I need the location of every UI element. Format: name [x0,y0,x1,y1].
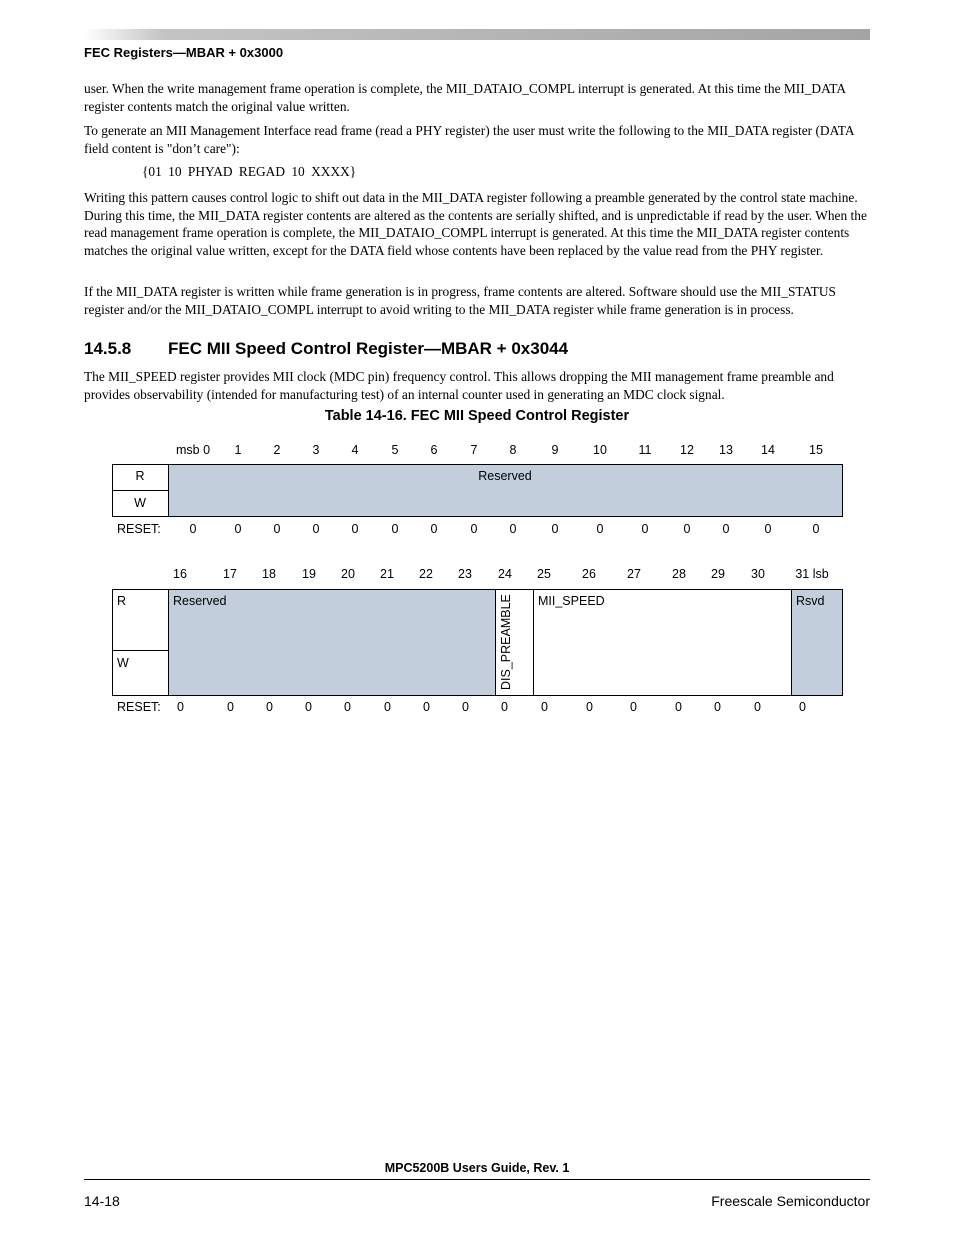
reset-value: 0 [641,522,649,536]
reset-value: 0 [714,700,721,714]
bit-number: 18 [262,567,276,581]
reset-value: 0 [470,522,478,536]
section-number: 14.5.8 [84,339,132,358]
lower-reserved-label: Reserved [173,594,227,608]
reset-value: 0 [551,522,559,536]
reset-value: 0 [675,700,682,714]
reset-value: 0 [722,522,730,536]
upper-write-label: W [134,496,146,510]
reset-value: 0 [423,700,430,714]
bit-number: 8 [509,443,517,457]
footer-company: Freescale Semiconductor [711,1193,870,1209]
dis-preamble-label: DIS_PREAMBLE [499,594,513,690]
bit-number: 30 [751,567,765,581]
reset-value: 0 [541,700,548,714]
reset-value: 0 [586,700,593,714]
code-pattern: {01 10 PHYAD REGAD 10 XXXX} [142,164,357,179]
paragraph-text: The MII_SPEED register provides MII clock (MDC pin) frequency control. This allows dropping the MII management frame preamble and provides observability (intended for manufacturing test) of an internal counter used in generating an MDC clock signal. [84,369,834,402]
upper-read-label: R [135,469,145,483]
running-title: FEC Registers—MBAR + 0x3000 [84,45,284,60]
footer-doc-title: MPC5200B Users Guide, Rev. 1 [384,1161,570,1175]
bit-number: 23 [458,567,472,581]
bit-number: 7 [470,443,478,457]
bit-number: 16 [173,567,187,581]
bit-number: 13 [719,443,733,457]
page-number: 14-18 [84,1193,120,1209]
reset-value: 0 [234,522,242,536]
bit-number: 27 [627,567,641,581]
table-caption: Table 14-16. FEC MII Speed Control Register [324,408,630,424]
bit-number: 24 [498,567,512,581]
reset-value: 0 [189,522,197,536]
bit-number: 26 [582,567,596,581]
bit-number: 4 [351,443,359,457]
reset-value: 0 [344,700,351,714]
reset-value: 0 [384,700,391,714]
bit-number: 17 [223,567,237,581]
reset-value: 0 [430,522,438,536]
paragraph-text: If the MII_DATA register is written while frame generation is in progress, frame contents are altered. Software should use the MII_STATUS register and/or the MII_DATAIO_COMPL interrupt to avoid writing to the MII_DATA register while frame generation is in process. [84,284,836,317]
upper-rw-divider [112,490,169,491]
bit-number: 31 lsb [795,567,829,581]
reset-value: 0 [630,700,637,714]
section-title: FEC MII Speed Control Register—MBAR + 0x3044 [168,339,569,358]
reset-value: 0 [177,700,184,714]
bit-number: 22 [419,567,433,581]
paragraph-text: To generate an MII Management Interface read frame (read a PHY register) the user must write the following to the MII_DATA register (DATA field content is "don’t care"): [84,123,854,156]
footer-rule [84,1179,870,1180]
reset-value: 0 [351,522,359,536]
reset-value: 0 [764,522,772,536]
bit-number: 19 [302,567,316,581]
lower-write-label: W [117,656,129,670]
bit-number: 29 [711,567,725,581]
lower-read-label: R [117,594,127,608]
bit-number: 5 [391,443,399,457]
bit-number: 28 [672,567,686,581]
bit-number: 14 [761,443,775,457]
reset-value: 0 [683,522,691,536]
reset-value: 0 [754,700,761,714]
reset-value: 0 [509,522,517,536]
bit-number: 10 [593,443,607,457]
reset-value: 0 [501,700,508,714]
bit-number: 9 [551,443,559,457]
bit-number: 6 [430,443,438,457]
reset-value: 0 [266,700,273,714]
bit-number: 21 [380,567,394,581]
reset-value: 0 [312,522,320,536]
reset-value: 0 [391,522,399,536]
bit-number: 12 [680,443,694,457]
reset-value: 0 [273,522,281,536]
mii-speed-label: MII_SPEED [538,594,605,608]
bit-number: msb 0 [175,443,211,457]
lower-rw-divider [112,650,169,651]
bit-number: 25 [537,567,551,581]
reset-value: 0 [462,700,469,714]
upper-reset-label: RESET: [117,522,161,536]
reset-value: 0 [812,522,820,536]
lower-reset-label: RESET: [117,700,161,714]
bit-number: 20 [341,567,355,581]
upper-reserved-label: Reserved [478,469,532,483]
reset-value: 0 [596,522,604,536]
reset-value: 0 [305,700,312,714]
bit-number: 3 [312,443,320,457]
paragraph-text: user. When the write management frame operation is complete, the MII_DATAIO_COMPL interrupt is generated. At this time the MII_DATA register contents match the original value written. [84,81,846,114]
bit-number: 2 [273,443,281,457]
rsvd-label: Rsvd [796,594,825,608]
bit-number: 15 [809,443,823,457]
reset-value: 0 [799,700,806,714]
paragraph-text: Writing this pattern causes control logic to shift out data in the MII_DATA register following a preamble generated by the control state machine. During this time, the MII_DATA register contents are altered as the contents are serially shifted, and is unpredictable if read by the user. When the read management frame operation is complete, the MII_DATAIO_COMPL interrupt is generated. At this time the MII_DATA register contents matches the original value written, except for the DATA field whose contents have been replaced by the value read from the PHY register. [84,190,867,258]
bit-number: 1 [234,443,242,457]
bit-number: 11 [638,443,652,457]
reset-value: 0 [227,700,234,714]
